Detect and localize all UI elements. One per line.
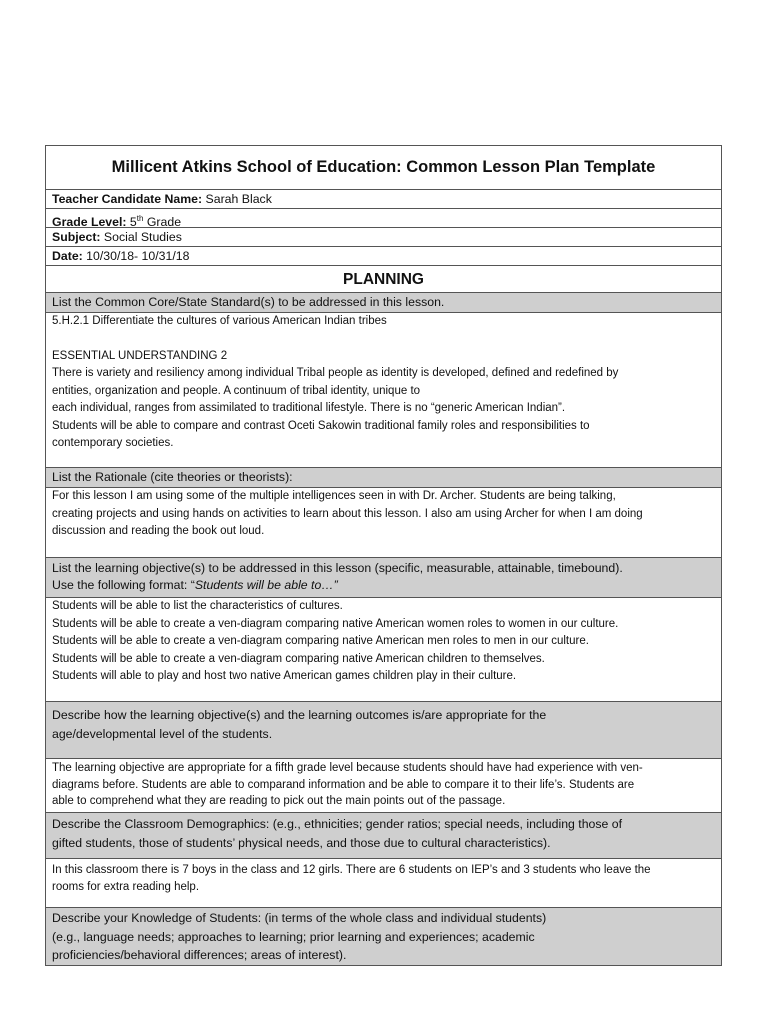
objective-line: Students will be able to create a ven-diagram comparing native American women roles to women in our culture. [52,617,619,630]
essential-understanding-title: ESSENTIAL UNDERSTANDING 2 [52,349,228,362]
grade-level-label: Grade Level: [52,215,127,230]
objective-format-line [52,577,715,594]
standards-header: List the Common Core/State Standard(s) to be addressed in this lesson. [52,295,445,309]
demographics-header-line: Describe the Classroom Demographics: (e.g., ethnicities; gender ratios; special needs, including those of [52,817,623,831]
rationale-header-row [46,468,721,488]
rationale-line: creating projects and using hands on activities to learn about this lesson. I also am using Archer for when I am doing [52,507,643,520]
teacher-name-row [46,190,721,209]
standards-line: 5.H.2.1 Differentiate the cultures of various American Indian tribes [52,315,387,327]
appropriate-line: The learning objective are appropriate for a fifth grade level because students should have had experience with ven- [52,762,643,774]
objective-line: Students will be able to create a ven-diagram comparing native American children to themselves. [52,652,545,665]
appropriate-line: able to comprehend what they are reading to pick out the main points out of the passage. [52,795,506,807]
objective-line: Students will be able to create a ven-diagram comparing native American men roles to men in our culture. [52,635,589,647]
rationale-line: discussion and reading the book out loud. [52,525,265,537]
demographics-line: rooms for extra reading help. [52,881,200,893]
demographics-line: In this classroom there is 7 boys in the class and 12 girls. There are 6 students on IEP’s and 3 students who leave the [52,864,651,876]
date-row [46,247,721,266]
date-value: 10/30/18- 10/31/18 [82,249,190,263]
essential-line: There is variety and resiliency among individual Tribal people as identity is developed, defined and redefined by [52,367,619,379]
objective-header-row [46,558,721,598]
grade-level-row [46,209,721,228]
essential-line: entities, organization and people. A continuum of tribal identity, unique to [52,384,421,397]
essential-line: Students will be able to compare and contrast Oceti Sakowin traditional family roles and responsibilities to [52,419,590,432]
standards-header-row [46,293,721,313]
standards-content [46,313,721,468]
rationale-header: List the Rationale (cite theories or theorists): [52,470,293,484]
rationale-content [46,488,721,558]
essential-line: each individual, ranges from assimilated to traditional lifestyle. There is no “generic American Indian”. [52,402,566,414]
appropriate-content [46,759,721,813]
demographics-header-row [46,813,721,859]
appropriate-line: diagrams before. Students are able to comparand information and be able to compare it to their life’s. Students are [52,778,635,791]
document-title-row [46,146,721,190]
grade-level-word: Grade [143,215,182,230]
grade-level-number: 5 [126,215,137,230]
objective-header-line: List the learning objective(s) to be addressed in this lesson (specific, measurable, attainable, timebound). [52,561,623,575]
teacher-name-label: Teacher Candidate Name: [52,192,203,206]
subject-value: Social Studies [100,230,182,244]
lesson-plan-table [45,145,722,966]
knowledge-header-row [46,908,721,965]
objective-line: Students will able to play and host two native American games children play in their culture. [52,670,517,682]
date-label: Date: [52,249,83,263]
subject-label: Subject: [52,230,101,244]
planning-heading-row [46,266,721,293]
appropriate-header-line: Describe how the learning objective(s) and the learning outcomes is/are appropriate for the [52,708,547,722]
appropriate-header-row [46,702,721,759]
document-title: Millicent Atkins School of Education: Common Lesson Plan Template [111,158,656,176]
planning-heading: PLANNING [343,271,424,288]
demographics-header-line: gifted students, those of students’ physical needs, and those due to cultural characteristics). [52,836,551,850]
objective-content [46,598,721,702]
teacher-name-value: Sarah Black [202,192,272,206]
rationale-line: For this lesson I am using some of the multiple intelligences seen in with Dr. Archer. Students are being talking, [52,490,616,502]
knowledge-header-line: (e.g., language needs; approaches to learning; prior learning and experiences; academic [52,929,535,944]
appropriate-header-line: age/developmental level of the students. [52,727,273,741]
objective-format-example: Students will be able to…” [194,578,338,592]
demographics-content [46,859,721,908]
grade-level-suffix: th [136,214,144,223]
subject-row [46,228,721,247]
objective-line: Students will be able to list the characteristics of cultures. [52,600,343,612]
objective-format-prefix: Use the following format: “ [52,578,195,592]
essential-line: contemporary societies. [52,437,174,449]
knowledge-header-line: Describe your Knowledge of Students: (in terms of the whole class and individual students) [52,911,547,925]
knowledge-header-line: proficiencies/behavioral differences; areas of interest). [52,948,347,962]
